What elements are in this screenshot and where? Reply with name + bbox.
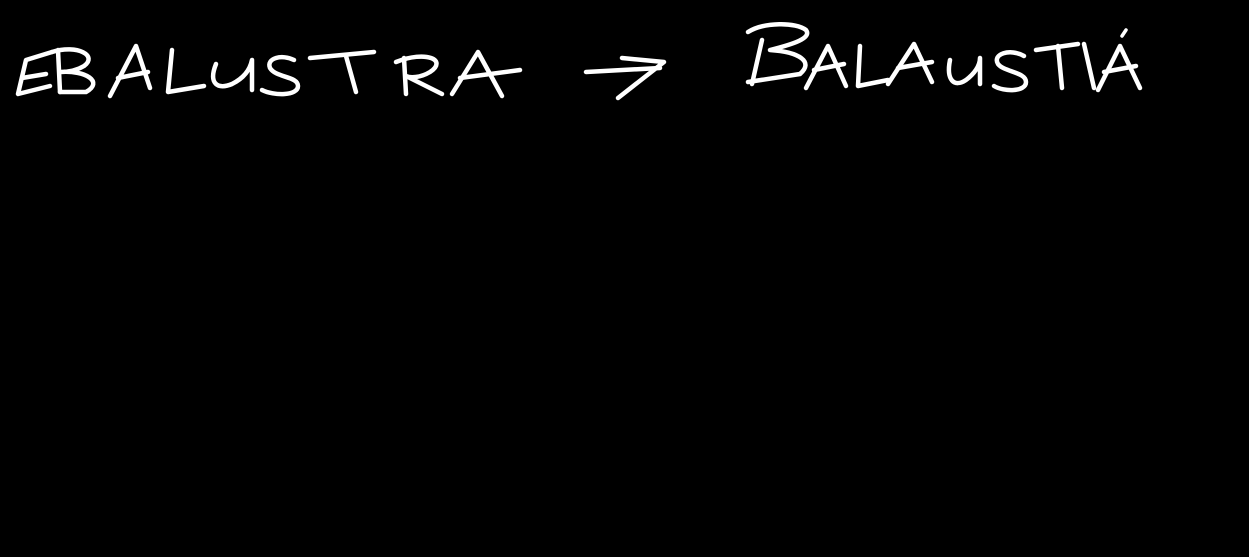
- glyph-a-5: [1098, 30, 1140, 90]
- glyph-s-1: [262, 57, 298, 94]
- glyph-l-1: [168, 50, 204, 92]
- glyph-s-2: [994, 52, 1026, 90]
- glyph-a-2: [452, 52, 520, 96]
- glyph-a-1: [110, 46, 150, 96]
- glyph-u-2: [949, 58, 980, 84]
- glyph-e: [18, 52, 52, 94]
- glyph-a-3: [806, 46, 846, 88]
- glyph-t-2: [1036, 44, 1078, 88]
- glyph-b-2: [748, 24, 807, 84]
- glyph-t-1: [310, 52, 374, 92]
- handwritten-arrow-icon: [586, 58, 664, 98]
- glyph-a-4: [888, 44, 932, 84]
- glyph-b-1: [52, 49, 93, 92]
- handwritten-target-word: [748, 24, 1140, 90]
- glyph-l-2: [858, 46, 888, 86]
- glyph-i: [1084, 44, 1094, 88]
- glyph-u-1: [213, 60, 252, 90]
- handwritten-source-word: [18, 46, 520, 96]
- glyph-r-1: [396, 57, 442, 94]
